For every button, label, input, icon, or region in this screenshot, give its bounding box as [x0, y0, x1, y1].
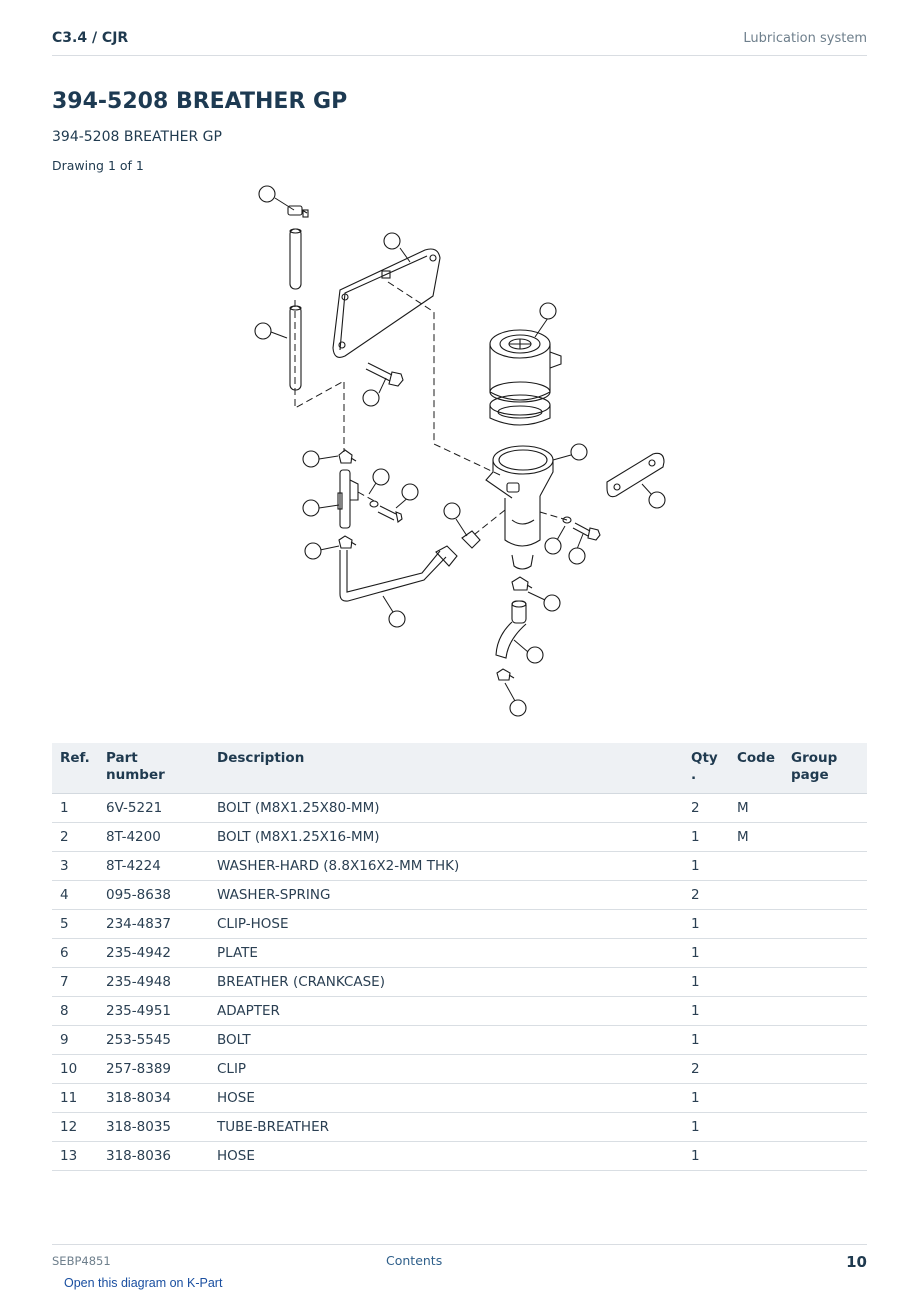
drawing-count: Drawing 1 of 1 — [52, 158, 144, 173]
page-footer — [52, 1244, 867, 1275]
cell-part-number: 235-4942 — [98, 939, 209, 968]
lower-hose — [496, 601, 526, 658]
table-row — [52, 823, 867, 852]
assembly-dash-lines — [295, 282, 567, 534]
cell-part-number: 235-4948 — [98, 968, 209, 997]
cell-code — [729, 1026, 783, 1055]
cell-group-page — [783, 997, 867, 1026]
breather-tube — [340, 531, 480, 601]
bottom-clip — [497, 669, 514, 680]
cell-code — [729, 1055, 783, 1084]
cell-group-page — [783, 1026, 867, 1055]
cell-group-page — [783, 910, 867, 939]
cell-part-number: 095-8638 — [98, 881, 209, 910]
exploded-parts-diagram — [250, 180, 680, 720]
cell-description: BREATHER (CRANKCASE) — [209, 968, 683, 997]
cell-description: BOLT (M8X1.25X80-MM) — [209, 794, 683, 823]
cell-code — [729, 968, 783, 997]
document-code: SEBP4851 — [52, 1254, 111, 1268]
cell-code: M — [729, 823, 783, 852]
upper-hose — [290, 229, 301, 390]
cell-ref: 2 — [52, 823, 98, 852]
cell-code — [729, 910, 783, 939]
parts-list-table — [52, 743, 867, 1171]
table-row — [52, 852, 867, 881]
cell-ref: 4 — [52, 881, 98, 910]
cell-ref: 3 — [52, 852, 98, 881]
table-row — [52, 794, 867, 823]
cell-ref: 12 — [52, 1113, 98, 1142]
cell-qty: 1 — [683, 997, 729, 1026]
cell-group-page — [783, 823, 867, 852]
column-header-ref: Ref. — [52, 743, 98, 794]
cell-group-page — [783, 1113, 867, 1142]
mounting-plate — [333, 249, 440, 357]
column-header-qty: Qty . — [683, 743, 729, 794]
table-row — [52, 1084, 867, 1113]
cell-qty: 1 — [683, 1026, 729, 1055]
column-header-code: Code — [729, 743, 783, 794]
cell-qty: 1 — [683, 1142, 729, 1171]
column-header-part-number: Part number — [98, 743, 209, 794]
cell-ref: 5 — [52, 910, 98, 939]
cell-description: HOSE — [209, 1142, 683, 1171]
cell-description: PLATE — [209, 939, 683, 968]
cell-group-page — [783, 794, 867, 823]
cell-qty: 1 — [683, 939, 729, 968]
cell-ref: 10 — [52, 1055, 98, 1084]
cell-description: CLIP — [209, 1055, 683, 1084]
cell-group-page — [783, 1142, 867, 1171]
cell-description: BOLT (M8X1.25X16-MM) — [209, 823, 683, 852]
cell-group-page — [783, 852, 867, 881]
cell-group-page — [783, 1055, 867, 1084]
small-plate — [607, 453, 664, 496]
breather-adapter — [486, 446, 553, 569]
cell-qty: 1 — [683, 823, 729, 852]
cell-part-number: 235-4951 — [98, 997, 209, 1026]
cell-qty: 1 — [683, 1113, 729, 1142]
hose-fitting-middle — [338, 450, 358, 528]
contents-link[interactable]: Contents — [386, 1253, 443, 1268]
cell-qty: 1 — [683, 852, 729, 881]
table-row — [52, 997, 867, 1026]
cell-description: TUBE-BREATHER — [209, 1113, 683, 1142]
cell-code — [729, 939, 783, 968]
cell-qty: 2 — [683, 794, 729, 823]
cell-part-number: 257-8389 — [98, 1055, 209, 1084]
cell-part-number: 234-4837 — [98, 910, 209, 939]
small-washer-bolt — [370, 501, 402, 522]
cell-part-number: 253-5545 — [98, 1026, 209, 1055]
cell-description: BOLT — [209, 1026, 683, 1055]
cell-code — [729, 1113, 783, 1142]
cell-code — [729, 1084, 783, 1113]
table-row — [52, 939, 867, 968]
cell-description: ADAPTER — [209, 997, 683, 1026]
long-bolt — [366, 363, 403, 386]
column-header-description: Description — [209, 743, 683, 794]
cell-ref: 1 — [52, 794, 98, 823]
table-row — [52, 1142, 867, 1171]
cell-description: CLIP-HOSE — [209, 910, 683, 939]
table-header-row — [52, 743, 867, 794]
cell-description: WASHER-HARD (8.8X16X2-MM THK) — [209, 852, 683, 881]
document-section: C3.4 / CJR — [52, 30, 129, 46]
callout-circles — [255, 186, 665, 716]
cell-ref: 8 — [52, 997, 98, 1026]
cell-code — [729, 1142, 783, 1171]
page-number: 10 — [846, 1253, 867, 1271]
cell-part-number: 8T-4200 — [98, 823, 209, 852]
page-subtitle: 394-5208 BREATHER GP — [52, 129, 222, 145]
cell-code — [729, 881, 783, 910]
cell-part-number: 318-8036 — [98, 1142, 209, 1171]
cell-group-page — [783, 881, 867, 910]
callout-leaders — [271, 198, 652, 701]
cell-group-page — [783, 1084, 867, 1113]
cell-group-page — [783, 939, 867, 968]
cell-ref: 6 — [52, 939, 98, 968]
lower-clip-left — [339, 536, 356, 548]
cell-code — [729, 997, 783, 1026]
cell-code — [729, 852, 783, 881]
cell-part-number: 318-8034 — [98, 1084, 209, 1113]
chapter-name: Lubrication system — [743, 31, 867, 46]
cell-ref: 13 — [52, 1142, 98, 1171]
table-row — [52, 1055, 867, 1084]
cell-qty: 2 — [683, 1055, 729, 1084]
column-header-group-page: Group page — [783, 743, 867, 794]
table-row — [52, 881, 867, 910]
cell-ref: 7 — [52, 968, 98, 997]
cell-qty: 1 — [683, 968, 729, 997]
table-row — [52, 1113, 867, 1142]
cell-qty: 1 — [683, 910, 729, 939]
cell-part-number: 8T-4224 — [98, 852, 209, 881]
cell-qty: 1 — [683, 1084, 729, 1113]
breather-element — [490, 330, 561, 425]
table-row — [52, 1026, 867, 1055]
cell-description: HOSE — [209, 1084, 683, 1113]
cell-description: WASHER-SPRING — [209, 881, 683, 910]
cell-qty: 2 — [683, 881, 729, 910]
lower-clip — [512, 577, 532, 590]
cell-ref: 9 — [52, 1026, 98, 1055]
cell-group-page — [783, 968, 867, 997]
cell-part-number: 6V-5221 — [98, 794, 209, 823]
cell-code: M — [729, 794, 783, 823]
table-row — [52, 968, 867, 997]
cell-part-number: 318-8035 — [98, 1113, 209, 1142]
kpart-diagram-link[interactable]: Open this diagram on K-Part — [64, 1276, 223, 1290]
page-header — [52, 28, 867, 56]
cell-ref: 11 — [52, 1084, 98, 1113]
table-row — [52, 910, 867, 939]
page-title: 394-5208 BREATHER GP — [52, 89, 348, 114]
